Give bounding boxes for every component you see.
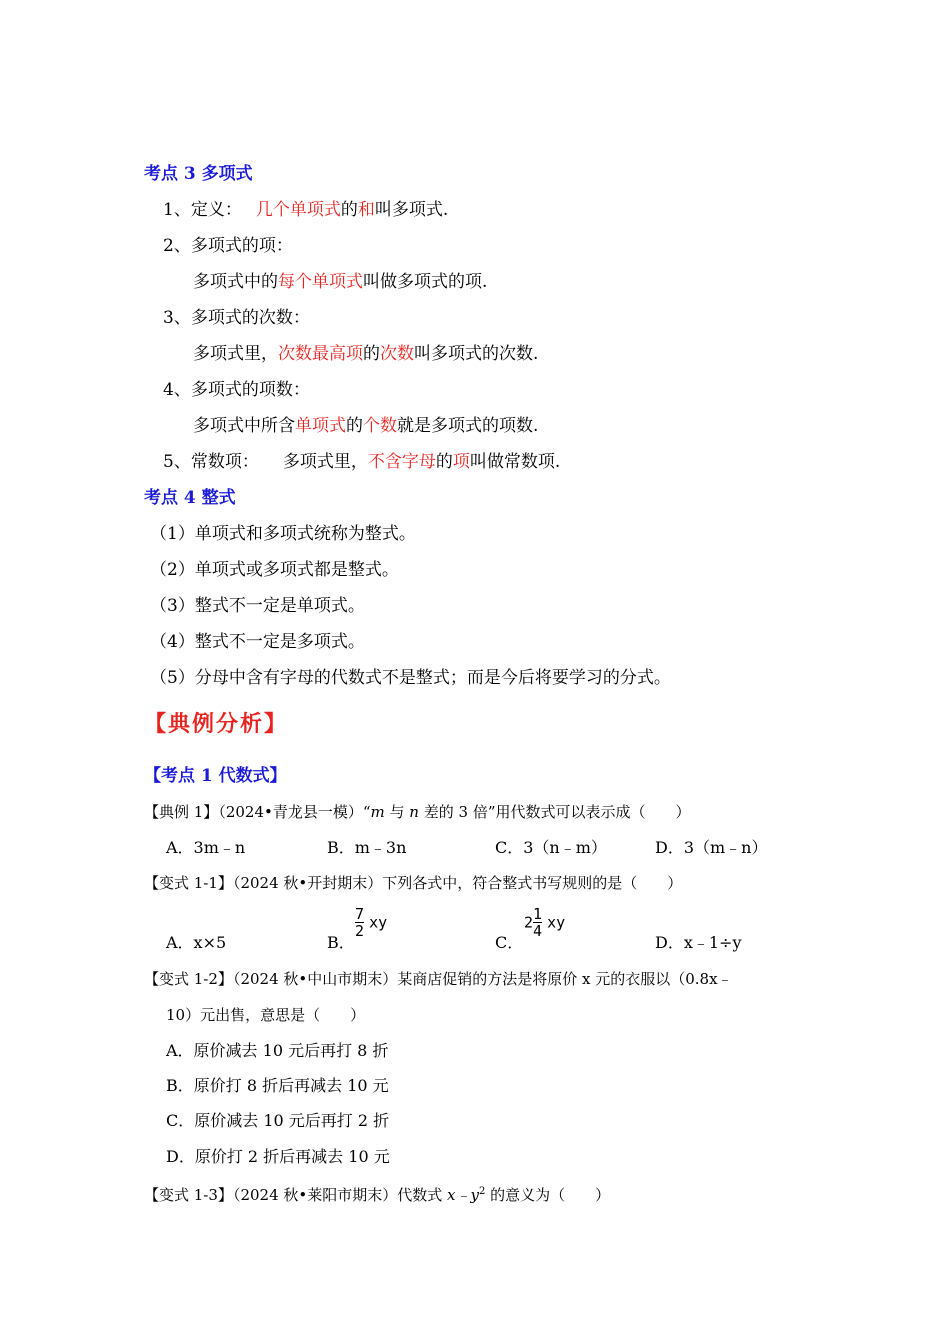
example-1-option-b[interactable]: B．m﹣3n bbox=[327, 838, 407, 857]
variant-1-2-option-b[interactable]: B．原价打 8 折后再减去 10 元 bbox=[166, 1076, 389, 1095]
constant-line: 5、常数项： 多项式里，不含字母的项叫做常数项. bbox=[163, 452, 561, 472]
degree-heading: 3、多项式的次数： bbox=[163, 308, 310, 328]
count-line: 多项式中所含单项式的个数就是多项式的项数. bbox=[193, 416, 539, 436]
variant-1-2-option-c[interactable]: C．原价减去 10 元后再打 2 折 bbox=[166, 1111, 390, 1130]
list-item: （5）分母中含有字母的代数式不是整式；而是今后将要学习的分式。 bbox=[150, 668, 671, 688]
count-heading: 4、多项式的项数： bbox=[163, 380, 310, 400]
variant-1-1-question: 【变式 1-1】（2024 秋•开封期末）下列各式中，符合整式书写规则的是（ ） bbox=[144, 874, 683, 892]
section-title-integral: 考点 4 整式 bbox=[144, 488, 236, 508]
term-line: 多项式中的每个单项式叫做多项式的项. bbox=[193, 272, 488, 292]
list-item: （4）整式不一定是多项式。 bbox=[150, 632, 365, 652]
variant-1-1-option-d[interactable]: D．x﹣1÷y bbox=[655, 933, 742, 952]
variant-1-1-option-b-fraction: $\frac{7}{2}$ xy bbox=[355, 905, 388, 940]
variant-1-2-option-d[interactable]: D．原价打 2 折后再减去 10 元 bbox=[166, 1147, 390, 1166]
variant-1-2-question: 【变式 1-2】（2024 秋•中山市期末）某商店促销的方法是将原价 x 元的衣服以（0.8x﹣ bbox=[144, 970, 733, 988]
variant-1-2-option-a[interactable]: A．原价减去 10 元后再打 8 折 bbox=[166, 1041, 389, 1060]
list-item: （2）单项式或多项式都是整式。 bbox=[150, 560, 399, 580]
list-item: （3）整式不一定是单项式。 bbox=[150, 596, 365, 616]
variant-1-1-option-c-label[interactable]: C． bbox=[495, 933, 524, 952]
variant-1-2-question-cont: 10）元出售，意思是（ ） bbox=[166, 1006, 366, 1024]
variant-1-1-option-c-fraction: 2 $\frac{1}{4}$ xy bbox=[524, 905, 566, 940]
list-item: （1）单项式和多项式统称为整式。 bbox=[150, 524, 416, 544]
section-title-polynomial: 考点 3 多项式 bbox=[144, 164, 253, 184]
analysis-heading: 【典例分析】 bbox=[144, 711, 289, 737]
definition-line: 1、定义： 几个单项式的和叫多项式. bbox=[163, 200, 449, 220]
variant-1-3-question: 【变式 1-3】（2024 秋•莱阳市期末）代数式 $x﹣y^2$ 的意义为（ ） bbox=[144, 1186, 611, 1204]
degree-line: 多项式里，次数最高项的次数叫多项式的次数. bbox=[193, 344, 539, 364]
example-1-question: 【典例 1】（2024•青龙县一模）“m 与 n 差的 3 倍”用代数式可以表示成（ ） bbox=[144, 803, 691, 821]
example-1-option-d[interactable]: D．3（m﹣n） bbox=[655, 838, 768, 857]
example-1-option-a[interactable]: A．3m﹣n bbox=[166, 838, 246, 857]
variant-1-1-option-a[interactable]: A．x×5 bbox=[166, 933, 227, 952]
kp1-heading: 【考点 1 代数式】 bbox=[144, 766, 287, 786]
variant-1-1-option-b-label[interactable]: B． bbox=[327, 933, 355, 952]
term-heading: 2、多项式的项： bbox=[163, 236, 293, 256]
example-1-option-c[interactable]: C．3（n﹣m） bbox=[495, 838, 607, 857]
